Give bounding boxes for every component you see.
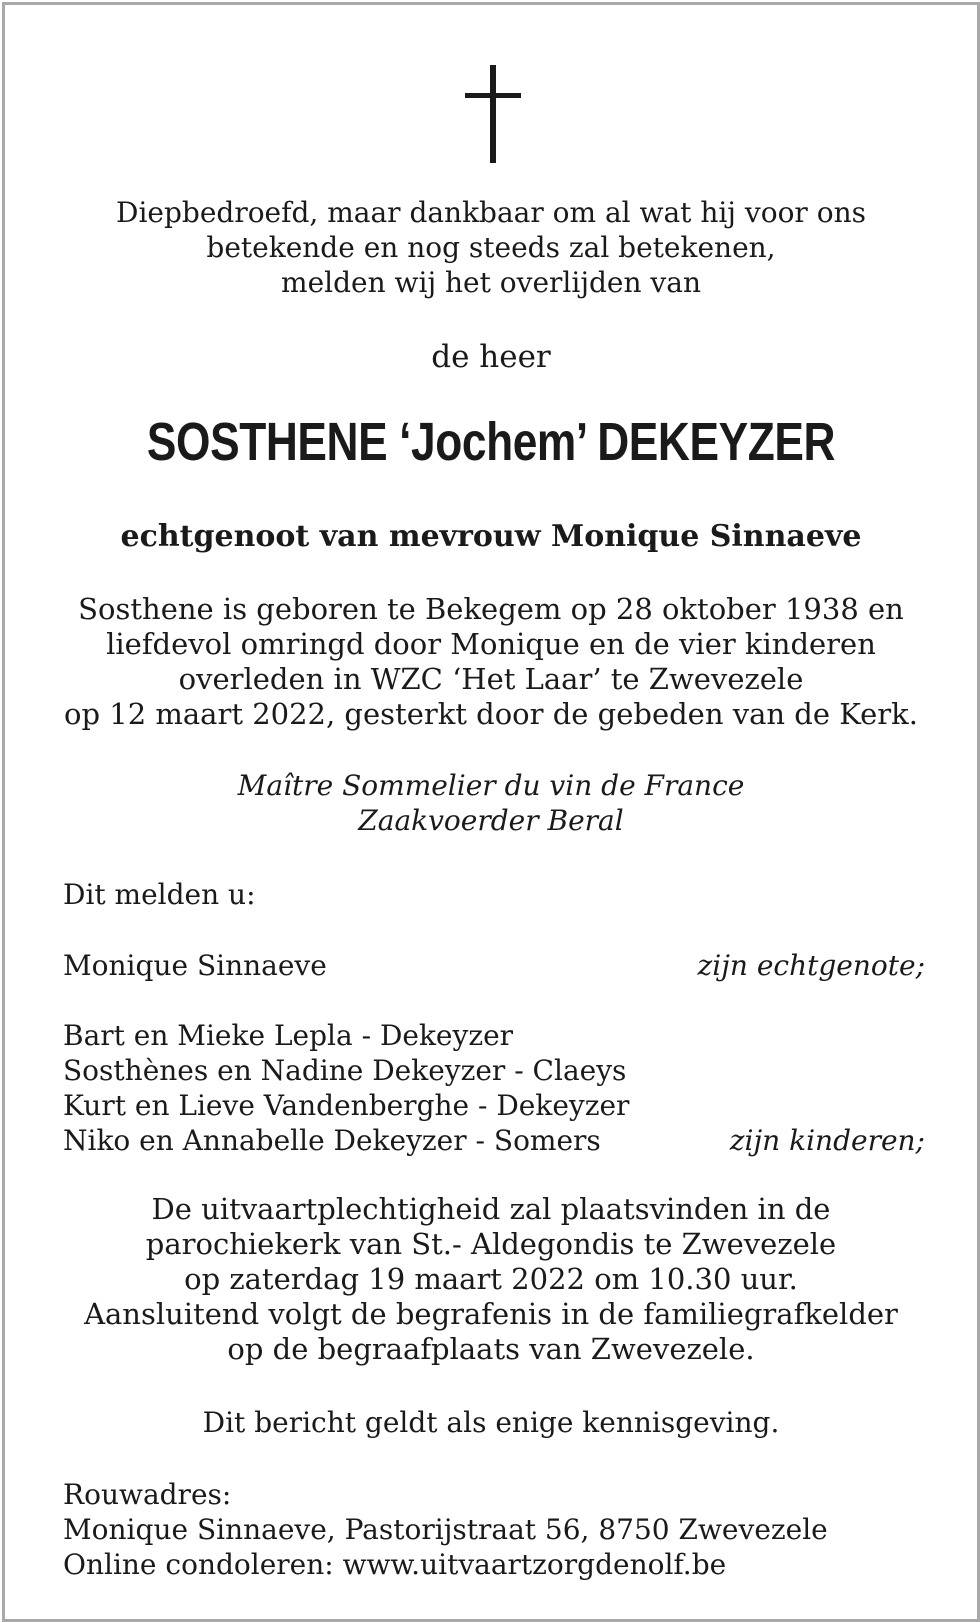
spouse-entry: [63, 948, 925, 983]
role-line: Maître Sommelier du vin de France: [237, 769, 745, 802]
child-entry: Sosthènes en Nadine Dekeyzer - Claeys: [63, 1054, 627, 1087]
child-entry: Bart en Mieke Lepla - Dekeyzer: [63, 1019, 514, 1052]
obituary-card: [2, 2, 980, 1622]
spouse-line: echtgenoot van mevrouw Monique Sinnaeve: [120, 519, 862, 554]
notice-text: Dit bericht geldt als enige kennisgeving.: [202, 1406, 780, 1439]
child-entry: Kurt en Lieve Vandenberghe - Dekeyzer: [63, 1089, 630, 1122]
spouse-relation: zijn echtgenote;: [697, 949, 925, 982]
bio-line: liefdevol omringd door Monique en de vier kinderen: [106, 627, 876, 661]
title-prefix: de heer: [431, 339, 551, 375]
funeral-line: op de begraafplaats van Zwevezele.: [227, 1332, 755, 1366]
biography: [5, 592, 977, 732]
deceased-name: SOSTHENE ‘Jochem’ DEKEYZER: [146, 412, 836, 472]
funeral-line: parochiekerk van St.- Aldegondis te Zwevezele: [145, 1227, 837, 1261]
funeral-line: De uitvaartplechtigheid zal plaatsvinden in de: [151, 1192, 831, 1226]
bio-line: op 12 maart 2022, gesterkt door de gebeden van de Kerk.: [64, 697, 918, 731]
condolence-line: Online condoleren: www.uitvaartzorgdenolf.be: [63, 1548, 727, 1581]
roles: [5, 768, 977, 838]
address-block: [63, 1477, 925, 1582]
cross-icon: [465, 65, 521, 163]
announcers-label: Dit melden u:: [63, 878, 256, 911]
address-label: Rouwadres:: [63, 1478, 232, 1511]
address-line: Monique Sinnaeve, Pastorijstraat 56, 8750 Zwevezele: [63, 1513, 828, 1546]
bio-line: Sosthene is geboren te Bekegem op 28 oktober 1938 en: [78, 592, 904, 626]
funeral-line: Aansluitend volgt de begrafenis in de familiegrafkelder: [84, 1297, 898, 1331]
children-relation: zijn kinderen;: [729, 1124, 925, 1157]
funeral-line: op zaterdag 19 maart 2022 om 10.30 uur.: [184, 1262, 798, 1296]
intro-line: melden wij het overlijden van: [281, 266, 701, 299]
funeral-info: [5, 1192, 977, 1367]
child-entry: Niko en Annabelle Dekeyzer - Somers: [63, 1124, 601, 1157]
intro-line: Diepbedroefd, maar dankbaar om al wat hij voor ons: [116, 196, 866, 229]
bio-line: overleden in WZC ‘Het Laar’ te Zwevezele: [178, 662, 804, 696]
intro-text: [5, 195, 977, 300]
spouse-name: Monique Sinnaeve: [63, 949, 327, 982]
role-line: Zaakvoerder Beral: [358, 804, 624, 837]
intro-line: betekende en nog steeds zal betekenen,: [206, 231, 776, 264]
children-list: [63, 1018, 925, 1158]
